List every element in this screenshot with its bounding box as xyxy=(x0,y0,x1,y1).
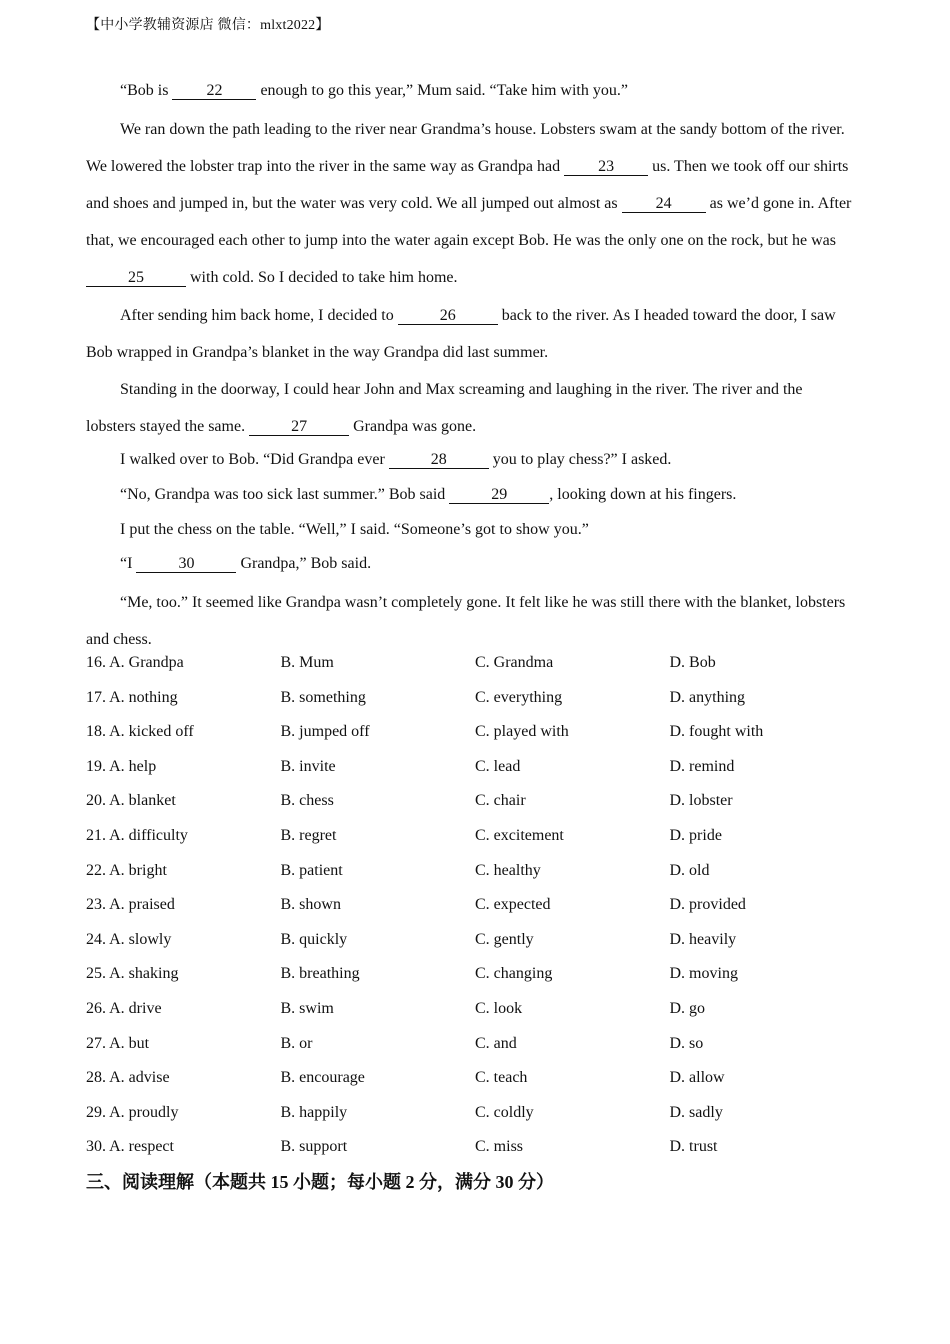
question-row-25 xyxy=(86,959,886,994)
option-c: C. coldly xyxy=(475,1103,534,1121)
option-a: 25. A. shaking xyxy=(86,965,179,983)
option-c: C. everything xyxy=(475,688,563,706)
cloze-passage xyxy=(86,76,856,658)
paragraph-9: “Me, too.” It seemed like Grandpa wasn’t completely gone. It felt like he was still there with the blanket, lobsters and chess. xyxy=(86,593,846,648)
option-d: D. provided xyxy=(669,896,746,914)
option-c: C. miss xyxy=(475,1138,524,1156)
option-a: 19. A. help xyxy=(86,757,157,775)
blank-22: 22 xyxy=(172,82,256,100)
blank-24: 24 xyxy=(622,195,706,213)
option-a: 26. A. drive xyxy=(86,999,162,1017)
option-a: 18. A. kicked off xyxy=(86,723,194,741)
option-c: C. excitement xyxy=(475,826,564,844)
blank-29: 29 xyxy=(449,486,549,504)
question-row-27 xyxy=(86,1029,886,1064)
option-b: B. happily xyxy=(280,1103,348,1121)
option-b: B. Mum xyxy=(280,654,334,671)
option-d: D. lobster xyxy=(669,792,733,810)
question-row-21 xyxy=(86,821,886,856)
option-d: D. so xyxy=(669,1034,704,1052)
option-b: B. support xyxy=(280,1138,348,1156)
option-c: C. lead xyxy=(475,757,521,775)
question-row-28 xyxy=(86,1063,886,1098)
option-d: D. old xyxy=(669,861,710,879)
option-b: B. encourage xyxy=(280,1069,365,1087)
paragraph-7: I put the chess on the table. “Well,” I said. “Someone’s got to show you.” xyxy=(120,520,589,538)
paragraph-1: “Bob is 22 enough to go this year,” Mum said. “Take him with you.” xyxy=(120,82,628,99)
question-row-16 xyxy=(86,648,886,683)
paragraph-5: I walked over to Bob. “Did Grandpa ever 28 you to play chess?” I asked. xyxy=(120,451,672,469)
option-c: C. gently xyxy=(475,930,534,948)
blank-23: 23 xyxy=(564,158,648,176)
question-row-23 xyxy=(86,890,886,925)
question-row-20 xyxy=(86,786,886,821)
option-c: C. and xyxy=(475,1034,517,1052)
paragraph-8: “I 30 Grandpa,” Bob said. xyxy=(120,555,372,573)
option-a: 22. A. bright xyxy=(86,861,167,879)
option-a: 23. A. praised xyxy=(86,896,175,914)
option-b: B. breathing xyxy=(280,965,360,983)
option-d: D. heavily xyxy=(669,930,737,948)
blank-30: 30 xyxy=(136,555,236,573)
option-a: 30. A. respect xyxy=(86,1138,174,1156)
option-d: D. sadly xyxy=(669,1103,723,1121)
option-d: D. trust xyxy=(669,1138,718,1156)
option-b: B. swim xyxy=(280,999,334,1017)
question-row-19 xyxy=(86,752,886,787)
question-row-22 xyxy=(86,856,886,891)
option-d: D. fought with xyxy=(669,723,764,741)
answer-options xyxy=(86,648,886,1167)
option-b: B. patient xyxy=(280,861,343,879)
option-d: D. anything xyxy=(669,688,746,706)
option-b: B. quickly xyxy=(280,930,348,948)
option-c: C. chair xyxy=(475,792,526,810)
option-a: 21. A. difficulty xyxy=(86,826,188,844)
option-a: 16. A. Grandpa xyxy=(86,654,184,671)
paragraph-4: Standing in the doorway, I could hear John and Max screaming and laughing in the river. The river and the lobsters stayed the same. 27 Grandpa was gone. xyxy=(86,381,803,436)
blank-27: 27 xyxy=(249,418,349,436)
question-row-30 xyxy=(86,1132,886,1167)
option-b: B. or xyxy=(280,1034,313,1052)
blank-25: 25 xyxy=(86,269,186,287)
option-d: D. remind xyxy=(669,757,735,775)
question-row-26 xyxy=(86,994,886,1029)
option-c: C. teach xyxy=(475,1069,528,1087)
option-c: C. expected xyxy=(475,896,551,914)
option-a: 17. A. nothing xyxy=(86,688,178,706)
option-b: B. shown xyxy=(280,896,341,914)
option-c: C. Grandma xyxy=(475,654,554,671)
blank-26: 26 xyxy=(398,307,498,325)
option-b: B. jumped off xyxy=(280,723,370,741)
question-row-29 xyxy=(86,1098,886,1133)
option-d: D. moving xyxy=(669,965,738,983)
option-d: D. pride xyxy=(669,826,722,844)
option-d: D. allow xyxy=(669,1069,725,1087)
paragraph-2: We ran down the path leading to the river near Grandma’s house. Lobsters swam at the sandy bottom of the river. We lowered the lobster trap into the river in the same way as Grandpa had 23 us. Then we took off our shirts and shoes and jumped in, but the water was very cold. We all jumped out almost as 24 as we’d gone in. After that, we encouraged each other to jump into the water again except Bob. He was the only one on the rock, but he was 25 with cold. So I decided to take him home. xyxy=(86,120,852,287)
page-header: 【中小学教辅资源店 微信：mlxt2022】 xyxy=(86,18,330,33)
option-c: C. changing xyxy=(475,965,553,983)
option-b: B. invite xyxy=(280,757,336,775)
question-row-24 xyxy=(86,925,886,960)
paragraph-6: “No, Grandpa was too sick last summer.” Bob said 29 , looking down at his fingers. xyxy=(120,486,737,504)
option-a: 28. A. advise xyxy=(86,1069,170,1087)
option-b: B. regret xyxy=(280,826,337,844)
section-title: 三、阅读理解（本题共 15 小题；每小题 2 分，满分 30 分） xyxy=(86,1172,554,1192)
option-b: B. chess xyxy=(280,792,334,810)
option-b: B. something xyxy=(280,688,366,706)
question-row-18 xyxy=(86,717,886,752)
option-c: C. look xyxy=(475,999,523,1017)
blank-28: 28 xyxy=(389,451,489,469)
question-row-17 xyxy=(86,683,886,718)
option-c: C. healthy xyxy=(475,861,541,879)
paragraph-3: After sending him back home, I decided to 26 back to the river. As I headed toward the door, I saw Bob wrapped in Grandpa’s blanket in the way Grandpa did last summer. xyxy=(86,306,836,361)
option-a: 20. A. blanket xyxy=(86,792,176,810)
option-a: 24. A. slowly xyxy=(86,930,172,948)
option-a: 29. A. proudly xyxy=(86,1103,179,1121)
option-d: D. Bob xyxy=(669,654,716,671)
option-a: 27. A. but xyxy=(86,1034,150,1052)
option-c: C. played with xyxy=(475,723,569,741)
option-d: D. go xyxy=(669,999,706,1017)
